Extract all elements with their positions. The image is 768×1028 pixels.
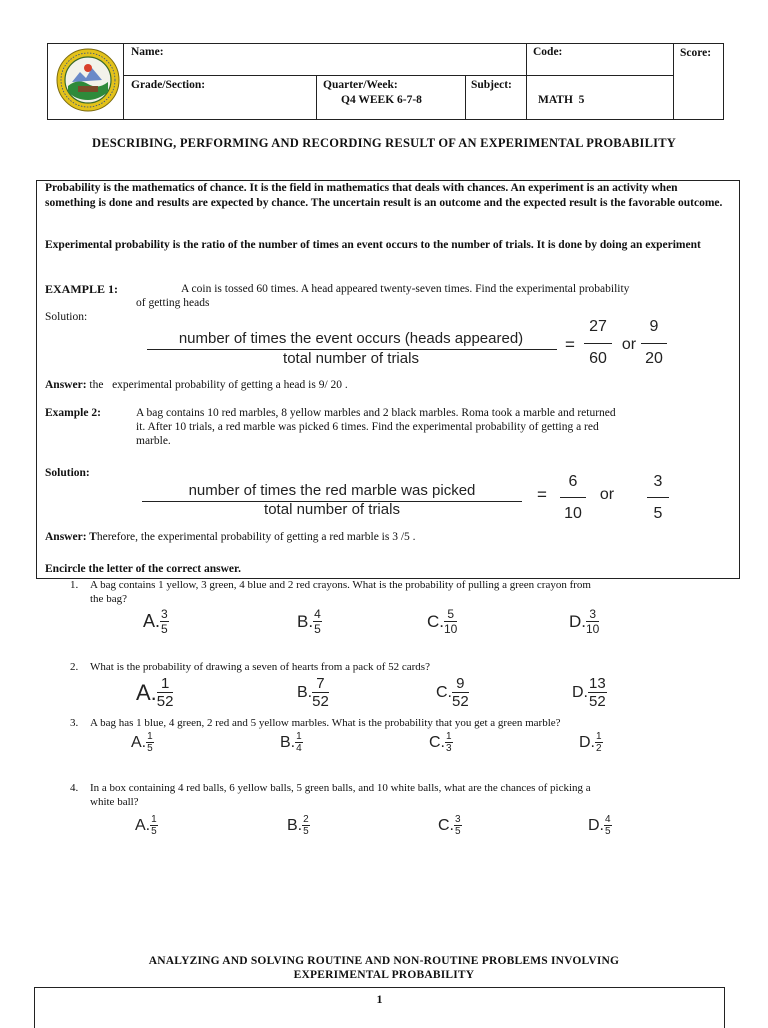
question-3-option-c[interactable]: C. $\frac{1}{3}$ [429, 731, 452, 754]
subject-value: MATH 5 [538, 94, 585, 106]
intro-paragraph-1: Probability is the mathematics of chance. It is the field in mathematics that deals with chances. An experiment is an activity when something is done and results are expected by chance. The uncertain result is an outcome and the expected result is the favorable outcome. [45, 182, 723, 209]
instruction: Encircle the letter of the correct answer. [45, 563, 241, 575]
question-1-number: 1. [70, 579, 79, 591]
question-1-option-b[interactable]: B. $\frac{4}{5}$ [297, 607, 321, 636]
example2-fraction1-numerator: 6 [568, 473, 578, 490]
example2-equals: = [537, 485, 547, 504]
example1-label: EXAMPLE 1: [45, 282, 118, 296]
worksheet-title: DESCRIBING, PERFORMING AND RECORDING RESULT OF AN EXPERIMENTAL PROBABILITY [92, 136, 676, 150]
example1-solution-label: Solution: [45, 311, 88, 323]
example1-formula-denominator: total number of trials [283, 350, 419, 367]
example2-solution-label: Solution: [45, 467, 90, 479]
example1-fraction2-bar [641, 343, 667, 344]
example1-equals: = [565, 335, 575, 354]
example2-formula-numerator: number of times the red marble was picked [188, 482, 476, 499]
example1-fraction1-numerator: 27 [589, 318, 607, 335]
example2-label: Example 2: [45, 407, 101, 419]
example1-answer-label: Answer: [45, 379, 87, 391]
question-2-text-line1: What is the probability of drawing a seven of hearts from a pack of 52 cards? [90, 661, 430, 673]
question-2-option-a[interactable]: A. $\frac{1}{52}$ [136, 675, 174, 710]
question-4-option-b[interactable]: B. $\frac{2}{5}$ [287, 814, 309, 837]
code-label: Code: [533, 46, 563, 58]
page-number: 1 [376, 992, 383, 1006]
question-1-option-d[interactable]: D. $\frac{3}{10}$ [569, 607, 600, 636]
question-2-option-b[interactable]: B. $\frac{7}{52}$ [297, 675, 329, 710]
example1-formula-numerator: number of times the event occurs (heads appeared) [178, 330, 524, 347]
intro-paragraph-2: Experimental probability is the ratio of the number of times an event occurs to the number of trials. It is done by doing an experiment [45, 239, 701, 251]
example1-fraction2-denominator: 20 [645, 350, 663, 367]
example1-text-line1: A coin is tossed 60 times. A head appeared twenty-seven times. Find the experimental probability [181, 283, 630, 295]
question-1-text-line2: the bag? [90, 593, 127, 605]
question-3-option-a[interactable]: A. $\frac{1}{5}$ [131, 731, 153, 754]
question-1-option-c[interactable]: C. $\frac{5}{10}$ [427, 607, 458, 636]
example1-or: or [621, 336, 637, 353]
example2-fraction2-denominator: 5 [653, 505, 663, 522]
example2-fraction1-denominator: 10 [564, 505, 582, 522]
example1-answer-text: the experimental probability of getting a head is 9/ 20 . [86, 379, 348, 391]
question-4-option-a[interactable]: A. $\frac{1}{5}$ [135, 814, 157, 837]
example2-text-line3: marble. [136, 435, 171, 447]
example2-text-line2: it. After 10 trials, a red marble was picked 6 times. Find the experimental probability of getting a red [136, 421, 599, 433]
section-title-2: ANALYZING AND SOLVING ROUTINE AND NON-ROUTINE PROBLEMS INVOLVING EXPERIMENTAL PROBABILITY [148, 955, 620, 981]
question-1-text-line1: A bag contains 1 yellow, 3 green, 4 blue and 2 red crayons. What is the probability of pulling a green crayon from [90, 579, 591, 591]
example1-fraction1-bar [584, 343, 612, 344]
question-3-option-b[interactable]: B. $\frac{1}{4}$ [280, 731, 302, 754]
example2-fraction2-bar [647, 497, 669, 498]
example1-fraction1-denominator: 60 [589, 350, 607, 367]
quarter-week-label: Quarter/Week: [323, 79, 398, 91]
quarter-week-value: Q4 WEEK 6-7-8 [341, 94, 422, 106]
question-3-number: 3. [70, 717, 79, 729]
example2-or: or [599, 486, 615, 503]
question-4-option-c[interactable]: C. $\frac{3}{5}$ [438, 814, 461, 837]
example2-fraction2-numerator: 3 [653, 473, 663, 490]
example2-answer-text: herefore, the experimental probability of getting a red marble is 3 /5 . [96, 531, 416, 543]
name-label: Name: [131, 46, 164, 58]
question-2-option-d[interactable]: D. $\frac{13}{52}$ [572, 675, 606, 710]
example1-text-line2: of getting heads [136, 297, 210, 309]
example2-fraction1-bar [560, 497, 586, 498]
grade-section-label: Grade/Section: [131, 79, 206, 91]
header-table [47, 43, 724, 120]
subject-label: Subject: [471, 79, 512, 91]
example1-fraction2-numerator: 9 [649, 318, 659, 335]
question-4-text-line2: white ball? [90, 796, 139, 808]
question-2-number: 2. [70, 661, 79, 673]
question-4-number: 4. [70, 782, 79, 794]
question-3-text-line1: A bag has 1 blue, 4 green, 2 red and 5 yellow marbles. What is the probability that you get a green marble? [90, 717, 561, 729]
question-2-option-c[interactable]: C. $\frac{9}{52}$ [436, 675, 469, 710]
score-label: Score: [680, 47, 712, 59]
question-3-option-d[interactable]: D. $\frac{1}{2}$ [579, 731, 602, 754]
question-4-option-d[interactable]: D. $\frac{4}{5}$ [588, 814, 611, 837]
question-1-option-a[interactable]: A. $\frac{3}{5}$ [143, 607, 168, 636]
example2-answer-label: Answer: T [45, 531, 97, 543]
example2-formula-denominator: total number of trials [264, 501, 400, 518]
question-4-text-line1: In a box containing 4 red balls, 6 yellow balls, 5 green balls, and 10 white balls, what are the chances of picking a [90, 782, 591, 794]
school-seal-icon [56, 48, 120, 112]
example2-text-line1: A bag contains 10 red marbles, 8 yellow marbles and 2 black marbles. Roma took a marble and returned [136, 407, 616, 419]
